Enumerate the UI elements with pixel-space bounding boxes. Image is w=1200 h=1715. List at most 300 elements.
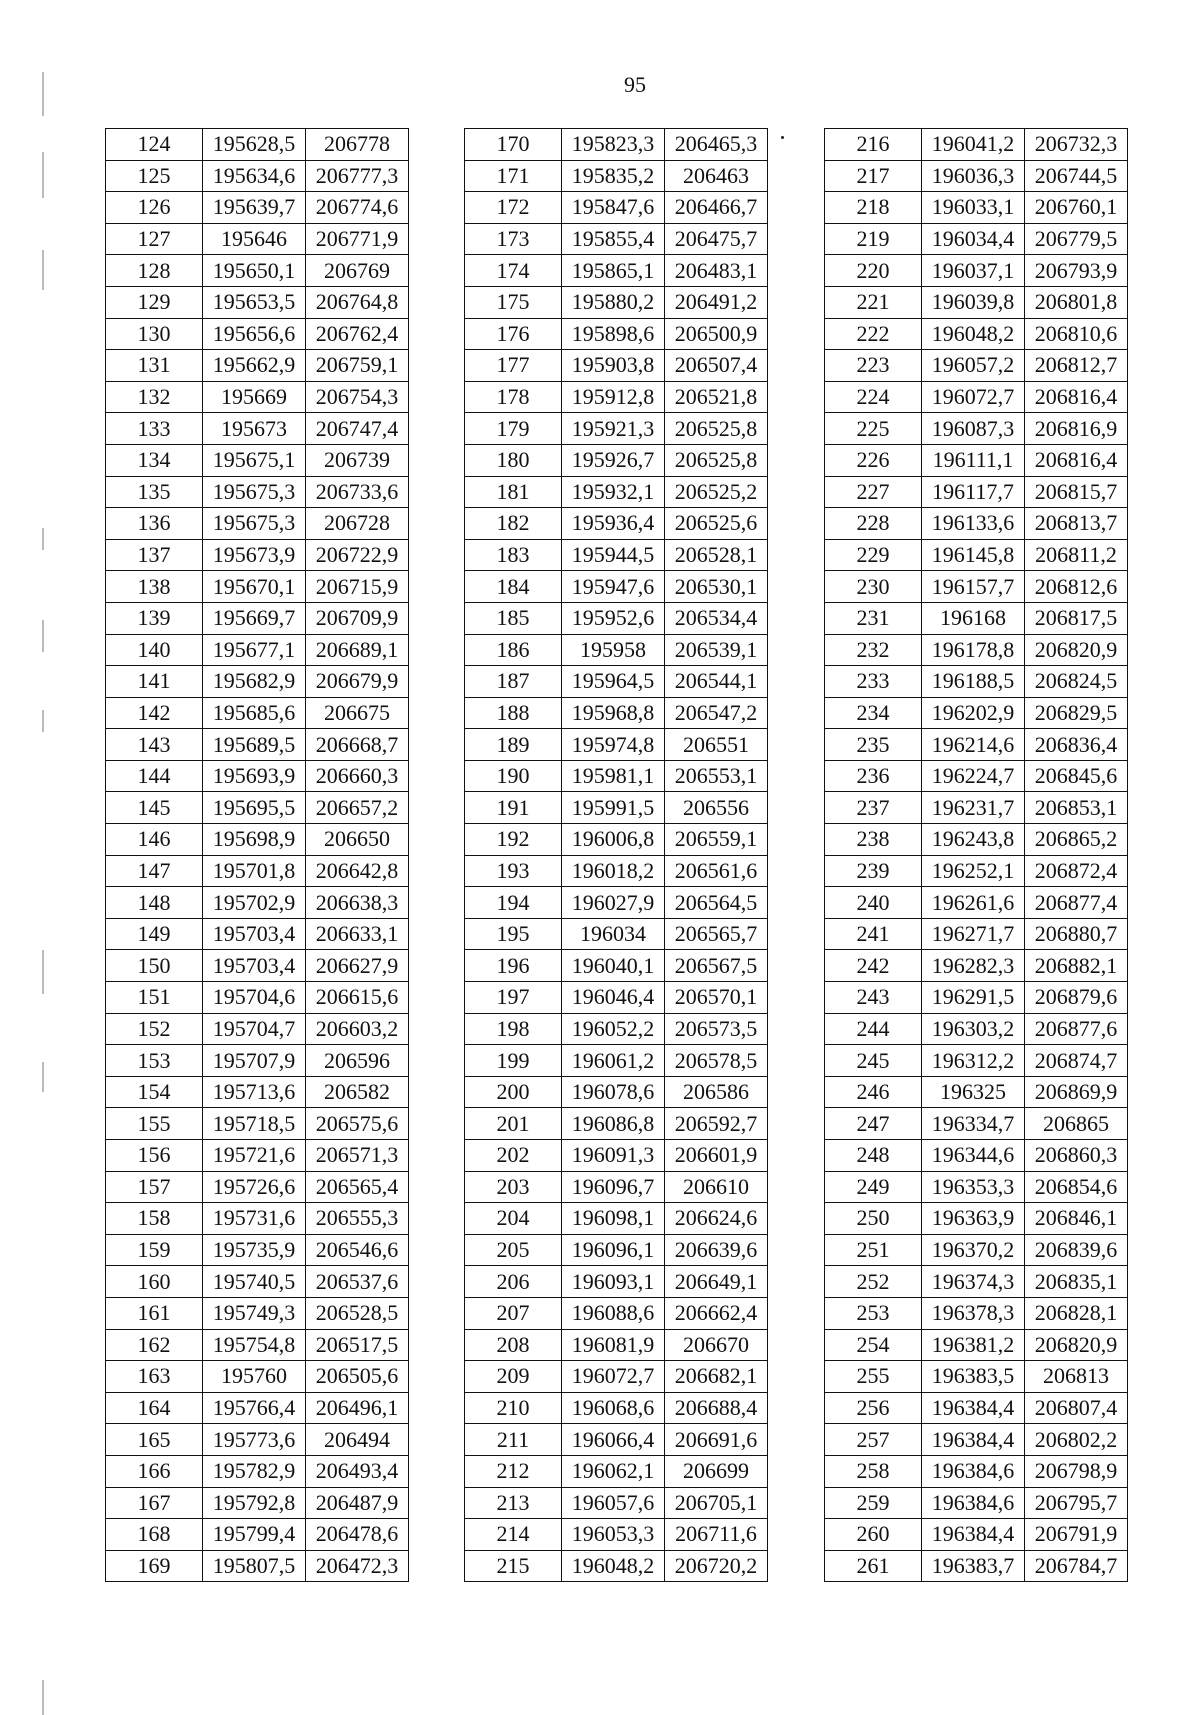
scan-margin-mark (42, 152, 44, 198)
x-coordinate-cell: 196303,2 (922, 1013, 1025, 1045)
table-row (825, 539, 1128, 571)
point-number-cell: 183 (465, 539, 562, 571)
point-number-cell: 156 (106, 1140, 203, 1172)
table-row (106, 1487, 409, 1519)
point-number-cell: 241 (825, 918, 922, 950)
point-number-cell: 248 (825, 1140, 922, 1172)
point-number-cell: 169 (106, 1550, 203, 1582)
table-row (465, 1329, 768, 1361)
x-coordinate-cell: 195835,2 (562, 160, 665, 192)
x-coordinate-cell: 195903,8 (562, 350, 665, 382)
x-coordinate-cell: 195968,8 (562, 697, 665, 729)
table-row (465, 192, 768, 224)
x-coordinate-cell: 196093,1 (562, 1266, 665, 1298)
y-coordinate-cell: 206754,3 (306, 381, 409, 413)
table-row (825, 666, 1128, 698)
y-coordinate-cell: 206553,1 (665, 760, 768, 792)
y-coordinate-cell: 206699 (665, 1455, 768, 1487)
coordinate-table-2 (464, 128, 768, 1582)
x-coordinate-cell: 195880,2 (562, 286, 665, 318)
y-coordinate-cell: 206521,8 (665, 381, 768, 413)
y-coordinate-cell: 206829,5 (1025, 697, 1128, 729)
y-coordinate-cell: 206791,9 (1025, 1519, 1128, 1551)
table-row (106, 1424, 409, 1456)
y-coordinate-cell: 206662,4 (665, 1297, 768, 1329)
table-row (825, 1013, 1128, 1045)
y-coordinate-cell: 206854,6 (1025, 1171, 1128, 1203)
point-number-cell: 202 (465, 1140, 562, 1172)
table-row (106, 160, 409, 192)
x-coordinate-cell: 195675,3 (203, 508, 306, 540)
y-coordinate-cell: 206638,3 (306, 887, 409, 919)
table-row (825, 381, 1128, 413)
x-coordinate-cell: 196006,8 (562, 824, 665, 856)
x-coordinate-cell: 195662,9 (203, 350, 306, 382)
table-row (106, 1234, 409, 1266)
table-row (465, 602, 768, 634)
x-coordinate-cell: 195653,5 (203, 286, 306, 318)
y-coordinate-cell: 206525,2 (665, 476, 768, 508)
x-coordinate-cell: 195735,9 (203, 1234, 306, 1266)
table-row (465, 1519, 768, 1551)
table-row (106, 508, 409, 540)
x-coordinate-cell: 195669,7 (203, 602, 306, 634)
y-coordinate-cell: 206810,6 (1025, 318, 1128, 350)
point-number-cell: 131 (106, 350, 203, 382)
y-coordinate-cell: 206865 (1025, 1108, 1128, 1140)
y-coordinate-cell: 206820,9 (1025, 634, 1128, 666)
table-row (825, 918, 1128, 950)
scan-margin-mark (42, 710, 44, 732)
point-number-cell: 209 (465, 1361, 562, 1393)
point-number-cell: 213 (465, 1487, 562, 1519)
y-coordinate-cell: 206720,2 (665, 1550, 768, 1582)
y-coordinate-cell: 206771,9 (306, 223, 409, 255)
table-row (106, 918, 409, 950)
table-row (106, 1455, 409, 1487)
x-coordinate-cell: 196061,2 (562, 1045, 665, 1077)
point-number-cell: 227 (825, 476, 922, 508)
point-number-cell: 162 (106, 1329, 203, 1361)
table-row (465, 887, 768, 919)
y-coordinate-cell: 206525,8 (665, 413, 768, 445)
y-coordinate-cell: 206561,6 (665, 855, 768, 887)
y-coordinate-cell: 206547,2 (665, 697, 768, 729)
table-row (106, 350, 409, 382)
table-row (825, 1297, 1128, 1329)
table-row (825, 318, 1128, 350)
point-number-cell: 200 (465, 1076, 562, 1108)
y-coordinate-cell: 206820,9 (1025, 1329, 1128, 1361)
y-coordinate-cell: 206705,1 (665, 1487, 768, 1519)
table-row (825, 192, 1128, 224)
table-row (825, 255, 1128, 287)
y-coordinate-cell: 206689,1 (306, 634, 409, 666)
point-number-cell: 129 (106, 286, 203, 318)
table-row (465, 729, 768, 761)
table-row (465, 1424, 768, 1456)
x-coordinate-cell: 196034,4 (922, 223, 1025, 255)
point-number-cell: 180 (465, 444, 562, 476)
x-coordinate-cell: 195974,8 (562, 729, 665, 761)
x-coordinate-cell: 196178,8 (922, 634, 1025, 666)
table-row (106, 982, 409, 1014)
x-coordinate-cell: 195766,4 (203, 1392, 306, 1424)
x-coordinate-cell: 195707,9 (203, 1045, 306, 1077)
x-coordinate-cell: 196271,7 (922, 918, 1025, 950)
y-coordinate-cell: 206633,1 (306, 918, 409, 950)
x-coordinate-cell: 196378,3 (922, 1297, 1025, 1329)
x-coordinate-cell: 196036,3 (922, 160, 1025, 192)
table-row (106, 950, 409, 982)
coordinate-table-1 (105, 128, 409, 1582)
point-number-cell: 159 (106, 1234, 203, 1266)
point-number-cell: 245 (825, 1045, 922, 1077)
table-row (465, 666, 768, 698)
y-coordinate-cell: 206812,6 (1025, 571, 1128, 603)
table-row (465, 160, 768, 192)
x-coordinate-cell: 196325 (922, 1076, 1025, 1108)
x-coordinate-cell: 195958 (562, 634, 665, 666)
y-coordinate-cell: 206615,6 (306, 982, 409, 1014)
table-row (825, 223, 1128, 255)
y-coordinate-cell: 206798,9 (1025, 1455, 1128, 1487)
x-coordinate-cell: 196224,7 (922, 760, 1025, 792)
x-coordinate-cell: 195792,8 (203, 1487, 306, 1519)
table-row (825, 1045, 1128, 1077)
y-coordinate-cell: 206760,1 (1025, 192, 1128, 224)
point-number-cell: 261 (825, 1550, 922, 1582)
x-coordinate-cell: 195701,8 (203, 855, 306, 887)
point-number-cell: 168 (106, 1519, 203, 1551)
x-coordinate-cell: 196081,9 (562, 1329, 665, 1361)
point-number-cell: 225 (825, 413, 922, 445)
table-row (106, 1171, 409, 1203)
y-coordinate-cell: 206668,7 (306, 729, 409, 761)
x-coordinate-cell: 195731,6 (203, 1203, 306, 1235)
point-number-cell: 179 (465, 413, 562, 445)
y-coordinate-cell: 206517,5 (306, 1329, 409, 1361)
table-row (465, 950, 768, 982)
y-coordinate-cell: 206528,5 (306, 1297, 409, 1329)
point-number-cell: 173 (465, 223, 562, 255)
x-coordinate-cell: 195912,8 (562, 381, 665, 413)
point-number-cell: 236 (825, 760, 922, 792)
x-coordinate-cell: 195926,7 (562, 444, 665, 476)
scan-margin-mark (42, 1062, 44, 1092)
table-row (825, 1266, 1128, 1298)
x-coordinate-cell: 196282,3 (922, 950, 1025, 982)
y-coordinate-cell: 206836,4 (1025, 729, 1128, 761)
table-row (106, 792, 409, 824)
point-number-cell: 147 (106, 855, 203, 887)
table-row (106, 381, 409, 413)
y-coordinate-cell: 206627,9 (306, 950, 409, 982)
y-coordinate-cell: 206565,4 (306, 1171, 409, 1203)
table-row (825, 1392, 1128, 1424)
scan-margin-mark (42, 950, 44, 994)
x-coordinate-cell: 196344,6 (922, 1140, 1025, 1172)
point-number-cell: 181 (465, 476, 562, 508)
table-row (106, 192, 409, 224)
point-number-cell: 126 (106, 192, 203, 224)
point-number-cell: 186 (465, 634, 562, 666)
table-row (825, 697, 1128, 729)
x-coordinate-cell: 196231,7 (922, 792, 1025, 824)
point-number-cell: 210 (465, 1392, 562, 1424)
table-row (825, 413, 1128, 445)
table-row (825, 602, 1128, 634)
point-number-cell: 199 (465, 1045, 562, 1077)
point-number-cell: 149 (106, 918, 203, 950)
point-number-cell: 189 (465, 729, 562, 761)
table-row (825, 1519, 1128, 1551)
x-coordinate-cell: 196048,2 (922, 318, 1025, 350)
table-row (825, 1329, 1128, 1361)
point-number-cell: 157 (106, 1171, 203, 1203)
table-row (106, 1013, 409, 1045)
x-coordinate-cell: 195670,1 (203, 571, 306, 603)
x-coordinate-cell: 196033,1 (922, 192, 1025, 224)
table-row (825, 634, 1128, 666)
y-coordinate-cell: 206487,9 (306, 1487, 409, 1519)
table-row (465, 1203, 768, 1235)
table-row (465, 1140, 768, 1172)
point-number-cell: 232 (825, 634, 922, 666)
point-number-cell: 192 (465, 824, 562, 856)
y-coordinate-cell: 206682,1 (665, 1361, 768, 1393)
y-coordinate-cell: 206845,6 (1025, 760, 1128, 792)
x-coordinate-cell: 195677,1 (203, 634, 306, 666)
table-row (825, 1424, 1128, 1456)
y-coordinate-cell: 206874,7 (1025, 1045, 1128, 1077)
y-coordinate-cell: 206494 (306, 1424, 409, 1456)
point-number-cell: 238 (825, 824, 922, 856)
x-coordinate-cell: 196046,4 (562, 982, 665, 1014)
table-row (106, 1108, 409, 1140)
y-coordinate-cell: 206582 (306, 1076, 409, 1108)
point-number-cell: 132 (106, 381, 203, 413)
point-number-cell: 190 (465, 760, 562, 792)
x-coordinate-cell: 196037,1 (922, 255, 1025, 287)
point-number-cell: 223 (825, 350, 922, 382)
table-row (825, 760, 1128, 792)
point-number-cell: 247 (825, 1108, 922, 1140)
y-coordinate-cell: 206769 (306, 255, 409, 287)
x-coordinate-cell: 195628,5 (203, 129, 306, 161)
x-coordinate-cell: 195673,9 (203, 539, 306, 571)
y-coordinate-cell: 206774,6 (306, 192, 409, 224)
x-coordinate-cell: 196145,8 (922, 539, 1025, 571)
y-coordinate-cell: 206816,4 (1025, 381, 1128, 413)
point-number-cell: 224 (825, 381, 922, 413)
point-number-cell: 208 (465, 1329, 562, 1361)
y-coordinate-cell: 206570,1 (665, 982, 768, 1014)
point-number-cell: 217 (825, 160, 922, 192)
x-coordinate-cell: 195685,6 (203, 697, 306, 729)
x-coordinate-cell: 196062,1 (562, 1455, 665, 1487)
y-coordinate-cell: 206465,3 (665, 129, 768, 161)
y-coordinate-cell: 206732,3 (1025, 129, 1128, 161)
point-number-cell: 206 (465, 1266, 562, 1298)
x-coordinate-cell: 196078,6 (562, 1076, 665, 1108)
x-coordinate-cell: 196018,2 (562, 855, 665, 887)
y-coordinate-cell: 206846,1 (1025, 1203, 1128, 1235)
x-coordinate-cell: 195773,6 (203, 1424, 306, 1456)
x-coordinate-cell: 195693,9 (203, 760, 306, 792)
table-row (825, 824, 1128, 856)
point-number-cell: 154 (106, 1076, 203, 1108)
x-coordinate-cell: 195760 (203, 1361, 306, 1393)
point-number-cell: 260 (825, 1519, 922, 1551)
point-number-cell: 228 (825, 508, 922, 540)
x-coordinate-cell: 196384,6 (922, 1487, 1025, 1519)
y-coordinate-cell: 206657,2 (306, 792, 409, 824)
y-coordinate-cell: 206573,5 (665, 1013, 768, 1045)
y-coordinate-cell: 206624,6 (665, 1203, 768, 1235)
point-number-cell: 254 (825, 1329, 922, 1361)
point-number-cell: 127 (106, 223, 203, 255)
point-number-cell: 163 (106, 1361, 203, 1393)
scan-margin-mark (42, 1680, 44, 1715)
x-coordinate-cell: 196086,8 (562, 1108, 665, 1140)
x-coordinate-cell: 196057,6 (562, 1487, 665, 1519)
point-number-cell: 145 (106, 792, 203, 824)
point-number-cell: 161 (106, 1297, 203, 1329)
table-row (465, 1550, 768, 1582)
x-coordinate-cell: 195718,5 (203, 1108, 306, 1140)
y-coordinate-cell: 206817,5 (1025, 602, 1128, 634)
y-coordinate-cell: 206679,9 (306, 666, 409, 698)
y-coordinate-cell: 206835,1 (1025, 1266, 1128, 1298)
table-row (465, 697, 768, 729)
point-number-cell: 229 (825, 539, 922, 571)
x-coordinate-cell: 195703,4 (203, 918, 306, 950)
y-coordinate-cell: 206463 (665, 160, 768, 192)
y-coordinate-cell: 206493,4 (306, 1455, 409, 1487)
y-coordinate-cell: 206807,4 (1025, 1392, 1128, 1424)
x-coordinate-cell: 196088,6 (562, 1297, 665, 1329)
point-number-cell: 207 (465, 1297, 562, 1329)
table-row (825, 855, 1128, 887)
table-row (465, 1045, 768, 1077)
table-row (106, 413, 409, 445)
y-coordinate-cell: 206650 (306, 824, 409, 856)
point-number-cell: 134 (106, 444, 203, 476)
table-row (465, 129, 768, 161)
table-row (465, 760, 768, 792)
x-coordinate-cell: 195698,9 (203, 824, 306, 856)
point-number-cell: 151 (106, 982, 203, 1014)
table-row (825, 571, 1128, 603)
y-coordinate-cell: 206759,1 (306, 350, 409, 382)
y-coordinate-cell: 206879,6 (1025, 982, 1128, 1014)
x-coordinate-cell: 195898,6 (562, 318, 665, 350)
table-row (106, 1140, 409, 1172)
y-coordinate-cell: 206793,9 (1025, 255, 1128, 287)
point-number-cell: 237 (825, 792, 922, 824)
x-coordinate-cell: 196188,5 (922, 666, 1025, 698)
point-number-cell: 187 (465, 666, 562, 698)
x-coordinate-cell: 195947,6 (562, 571, 665, 603)
table-row (465, 1297, 768, 1329)
y-coordinate-cell: 206691,6 (665, 1424, 768, 1456)
x-coordinate-cell: 195695,5 (203, 792, 306, 824)
point-number-cell: 250 (825, 1203, 922, 1235)
x-coordinate-cell: 196053,3 (562, 1519, 665, 1551)
point-number-cell: 140 (106, 634, 203, 666)
y-coordinate-cell: 206466,7 (665, 192, 768, 224)
table-row (465, 571, 768, 603)
point-number-cell: 246 (825, 1076, 922, 1108)
point-number-cell: 139 (106, 602, 203, 634)
point-number-cell: 177 (465, 350, 562, 382)
y-coordinate-cell: 206551 (665, 729, 768, 761)
y-coordinate-cell: 206575,6 (306, 1108, 409, 1140)
point-number-cell: 141 (106, 666, 203, 698)
table-row (465, 223, 768, 255)
y-coordinate-cell: 206472,3 (306, 1550, 409, 1582)
point-number-cell: 165 (106, 1424, 203, 1456)
point-number-cell: 231 (825, 602, 922, 634)
point-number-cell: 205 (465, 1234, 562, 1266)
x-coordinate-cell: 195932,1 (562, 476, 665, 508)
table-row (106, 1266, 409, 1298)
y-coordinate-cell: 206812,7 (1025, 350, 1128, 382)
y-coordinate-cell: 206882,1 (1025, 950, 1128, 982)
table-row (106, 760, 409, 792)
x-coordinate-cell: 195682,9 (203, 666, 306, 698)
table-row (106, 1297, 409, 1329)
table-row (465, 1076, 768, 1108)
scan-speck (781, 136, 784, 139)
x-coordinate-cell: 195936,4 (562, 508, 665, 540)
x-coordinate-cell: 195847,6 (562, 192, 665, 224)
table-row (106, 1329, 409, 1361)
point-number-cell: 175 (465, 286, 562, 318)
y-coordinate-cell: 206578,5 (665, 1045, 768, 1077)
table-row (825, 444, 1128, 476)
table-row (465, 508, 768, 540)
x-coordinate-cell: 196072,7 (562, 1361, 665, 1393)
table-row (106, 539, 409, 571)
table-row (106, 666, 409, 698)
table-row (106, 1392, 409, 1424)
table-row (465, 318, 768, 350)
x-coordinate-cell: 195675,1 (203, 444, 306, 476)
y-coordinate-cell: 206649,1 (665, 1266, 768, 1298)
point-number-cell: 239 (825, 855, 922, 887)
x-coordinate-cell: 196363,9 (922, 1203, 1025, 1235)
x-coordinate-cell: 196383,7 (922, 1550, 1025, 1582)
point-number-cell: 259 (825, 1487, 922, 1519)
point-number-cell: 174 (465, 255, 562, 287)
x-coordinate-cell: 195650,1 (203, 255, 306, 287)
table-row (465, 1266, 768, 1298)
page-number: 95 (624, 72, 646, 97)
table-row (825, 729, 1128, 761)
table-row (465, 539, 768, 571)
point-number-cell: 240 (825, 887, 922, 919)
x-coordinate-cell: 195713,6 (203, 1076, 306, 1108)
y-coordinate-cell: 206592,7 (665, 1108, 768, 1140)
point-number-cell: 218 (825, 192, 922, 224)
table-row (106, 476, 409, 508)
point-number-cell: 184 (465, 571, 562, 603)
point-number-cell: 257 (825, 1424, 922, 1456)
x-coordinate-cell: 195703,4 (203, 950, 306, 982)
y-coordinate-cell: 206839,6 (1025, 1234, 1128, 1266)
